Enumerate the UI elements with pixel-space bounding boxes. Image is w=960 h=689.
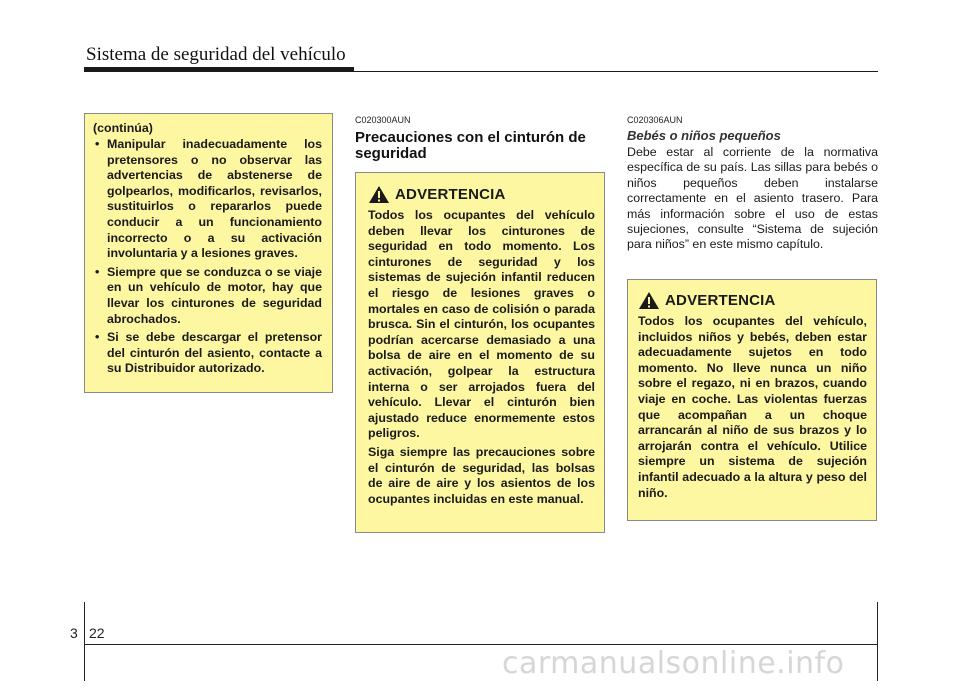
- section-subtitle: Bebés o niños pequeños: [627, 128, 781, 143]
- page-number: 22: [89, 625, 105, 641]
- bullet-item: • Si se debe descargar el pretensor del cinturón del asiento, contacte a su Distribuidor autorizado.: [93, 330, 322, 377]
- header-rule-thin: [84, 71, 878, 72]
- section-code: C020300AUN: [355, 115, 411, 125]
- continued-caution-box: [84, 113, 333, 393]
- continued-bullet-list: [93, 137, 322, 377]
- footer-rule-horizontal: [84, 644, 878, 645]
- warning-paragraph: Siga siempre las precauciones sobre el cinturón de seguridad, las bolsas de aire de aire y los asientos de los ocupantes incluidas en este manual.: [368, 444, 595, 506]
- chapter-number: 3: [70, 625, 78, 641]
- continued-heading: (continúa): [93, 121, 153, 135]
- warning-title: ADVERTENCIA: [395, 186, 506, 203]
- watermark: carmanualsonline.info: [502, 646, 845, 681]
- footer-rule-vertical-right: [877, 602, 878, 681]
- warning-header: [368, 185, 595, 204]
- warning-box-children: [627, 279, 877, 521]
- warning-paragraph: Todos los ocupantes del vehículo deben llevar los cinturones de seguridad en todo momento. Los cinturones de seguridad y los sistemas de sujeción infantil reducen el riesgo de lesiones graves o mortales en caso de colisión o parada brusca. Sin el cinturón, los ocupantes podrían acercarse demasiado a una bolsa de aire en el momento de su activación, golpear la estructura interna o ser arrojados fuera del vehículo. Llevar el cinturón bien ajustado reduce enormemente estos peligros.: [368, 208, 595, 441]
- warning-title: ADVERTENCIA: [665, 292, 776, 309]
- section-code: C020306AUN: [627, 115, 683, 125]
- bullet-item: • Manipular inadecuadamente los pretensores o no observar las advertencias de abstenerse de golpearlos, modificarlos, revisarlos, sustituirlos o repararlos puede conducir a un funcionamiento incorrecto o a su activación involuntaria y a lesiones graves.: [93, 137, 322, 262]
- warning-triangle-icon: [638, 291, 660, 310]
- header-title: Sistema de seguridad del vehículo: [86, 44, 346, 65]
- warning-paragraph: Todos los ocupantes del vehículo, incluidos niños y bebés, deben estar adecuadamente sujetos en todo momento. No lleve nunca un niño sobre el regazo, ni en brazos, cuando viaje en coche. Las violentas fuerzas que acompañan a un choque arrancarán al niño de sus brazos y lo arrojarán contra el vehículo. Utilice siempre un sistema de sujeción infantil adecuado a la altura y peso del niño.: [638, 314, 867, 500]
- footer-rule-vertical-left: [84, 602, 85, 681]
- body-paragraph: Debe estar al corriente de la normativa específica de su país. Las sillas para bebés o niños pequeños deben instalarse correctamente en el asiento trasero. Para más información sobre el uso de estas sujeciones, consulte “Sistema de sujeción para niños” en este mismo capítulo.: [627, 145, 878, 252]
- section-title: Precauciones con el cinturón de seguridad: [355, 129, 586, 162]
- warning-header: [638, 291, 867, 310]
- bullet-item: • Siempre que se conduzca o se viaje en un vehículo de motor, hay que llevar los cinturones de seguridad abrochados.: [93, 265, 322, 327]
- warning-triangle-icon: [368, 185, 390, 204]
- warning-box-seatbelt: [355, 172, 605, 533]
